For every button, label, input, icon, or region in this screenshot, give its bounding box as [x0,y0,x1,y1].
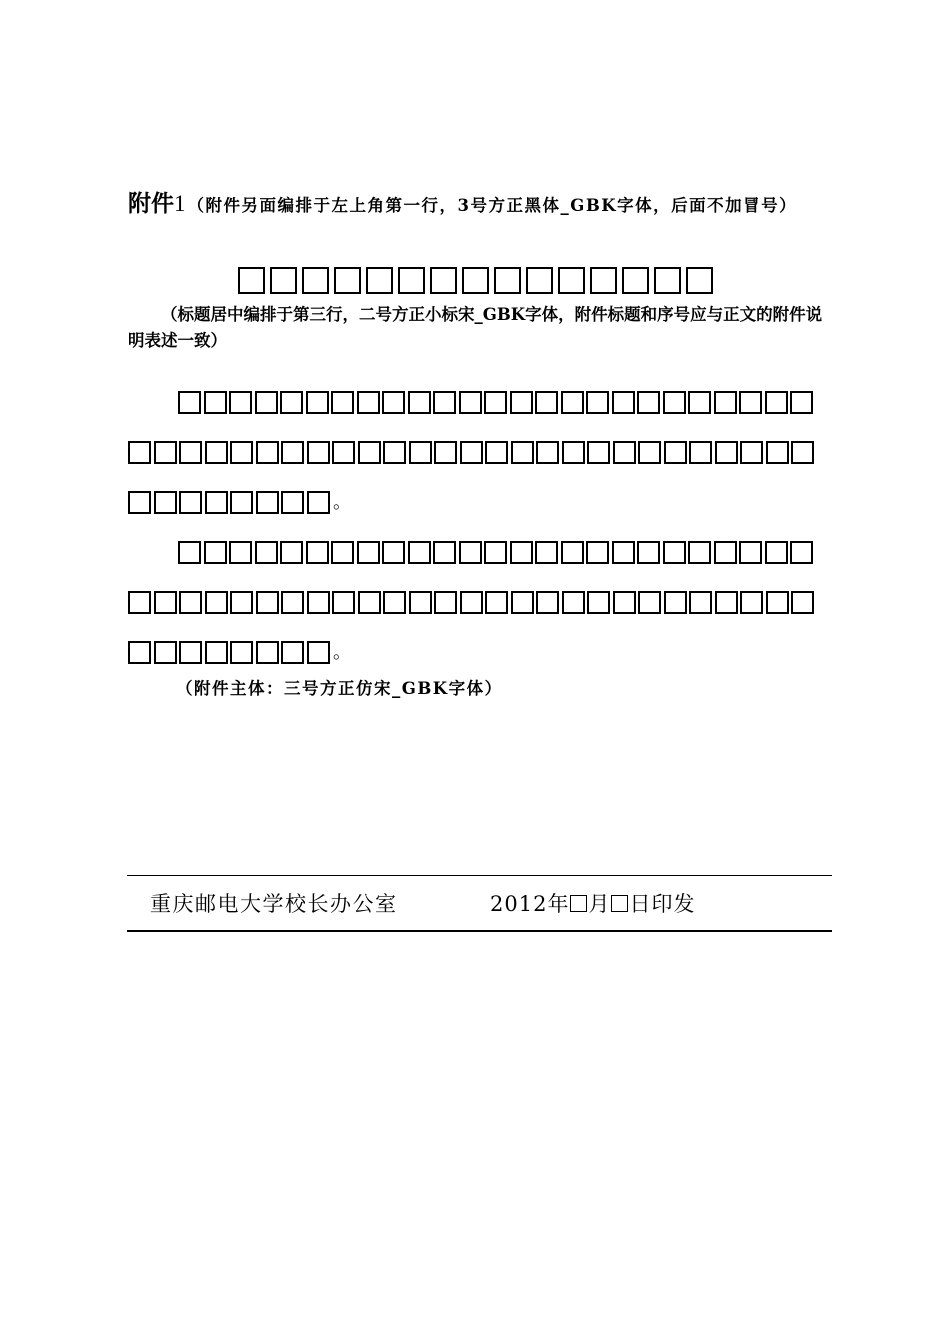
paragraph-end-mark: 。 [333,491,351,513]
title-note-text: （标题居中编排于第三行，二号方正小标宋_GBK字体，附件标题和序号应与正文的附件说明表述一致） [128,305,823,350]
glyph-box [409,591,432,614]
glyph-box [663,541,686,564]
glyph-box [434,441,457,464]
body-format-note: （附件主体：三号方正仿宋_GBK字体） [176,679,503,698]
glyph-box [307,441,330,464]
glyph-box [562,591,585,614]
glyph-box [358,591,381,614]
glyph-box [256,641,279,664]
glyph-box [179,441,202,464]
glyph-box [714,541,737,564]
glyph-box [307,591,330,614]
glyph-box [460,591,483,614]
glyph-box [154,491,177,514]
title-glyph-box [334,267,361,294]
glyph-box [484,541,507,564]
glyph-box [715,591,738,614]
paragraph-2-line-1 [128,537,816,567]
title-glyph-box [654,267,681,294]
title-glyph-box [270,267,297,294]
glyph-box [766,441,789,464]
glyph-box [460,441,483,464]
issuing-office: 重庆邮电大学校长办公室 [150,892,398,916]
attachment-label: 附件 [128,191,174,217]
glyph-box [485,591,508,614]
glyph-box [765,391,788,414]
glyph-box [179,641,202,664]
title-glyph-box [494,267,521,294]
glyph-box [332,441,355,464]
paragraph-1-line-1 [128,387,816,417]
issue-year: 2012 [490,892,548,916]
glyph-box [230,641,253,664]
glyph-box [383,591,406,614]
glyph-box [256,441,279,464]
glyph-box [205,641,228,664]
glyph-box [205,441,228,464]
glyph-box [485,441,508,464]
glyph-box [307,491,330,514]
footer-top-rule [127,875,832,876]
title-glyph-box [558,267,585,294]
glyph-box [281,591,304,614]
glyph-box [204,391,227,414]
glyph-box [562,441,585,464]
glyph-box [307,641,330,664]
glyph-box [332,591,355,614]
glyph-box [586,541,609,564]
glyph-box [154,441,177,464]
glyph-box [688,391,711,414]
glyph-box [739,541,762,564]
glyph-box [128,641,151,664]
glyph-box [179,491,202,514]
glyph-box [715,441,738,464]
glyph-box [790,541,813,564]
glyph-box [154,641,177,664]
title-glyph-box [398,267,425,294]
glyph-box [280,541,303,564]
glyph-box [178,541,201,564]
paragraph-end-mark: 。 [333,641,351,663]
glyph-box [230,491,253,514]
glyph-box [383,441,406,464]
glyph-box [280,391,303,414]
year-suffix: 年 [547,892,570,916]
glyph-box [408,391,431,414]
glyph-box [358,441,381,464]
glyph-box [154,591,177,614]
glyph-box [561,391,584,414]
glyph-box [459,391,482,414]
glyph-box [484,391,507,414]
month-suffix: 月 [588,892,611,916]
glyph-box [766,591,789,614]
glyph-box [689,441,712,464]
glyph-box [434,591,457,614]
glyph-box [536,441,559,464]
title-placeholder [0,258,950,298]
glyph-box [536,591,559,614]
month-placeholder [570,895,587,912]
glyph-box [510,541,533,564]
title-glyph-box [622,267,649,294]
glyph-box [256,491,279,514]
glyph-box [688,541,711,564]
paragraph-1-line-3 [128,487,351,517]
glyph-box [229,391,252,414]
title-glyph-box [526,267,553,294]
glyph-box [791,591,814,614]
paragraph-2-line-3 [128,637,351,667]
glyph-box [255,391,278,414]
title-glyph-box [366,267,393,294]
glyph-box [638,591,661,614]
glyph-box [664,591,687,614]
glyph-box [357,541,380,564]
glyph-box [128,491,151,514]
glyph-box [204,541,227,564]
glyph-box [281,641,304,664]
title-glyph-box [686,267,713,294]
glyph-box [535,391,558,414]
glyph-box [205,591,228,614]
glyph-box [586,391,609,414]
glyph-box [663,391,686,414]
glyph-box [638,441,661,464]
glyph-box [128,441,151,464]
glyph-box [740,441,763,464]
glyph-box [613,441,636,464]
paragraph-2-line-2 [128,587,817,617]
glyph-box [664,441,687,464]
glyph-box [382,541,405,564]
glyph-box [459,541,482,564]
glyph-box [587,441,610,464]
glyph-box [612,541,635,564]
title-format-note [128,302,834,354]
title-glyph-box [430,267,457,294]
glyph-box [229,541,252,564]
glyph-box [306,391,329,414]
day-suffix: 日印发 [629,892,696,916]
glyph-box [205,491,228,514]
glyph-box [128,591,151,614]
glyph-box [612,391,635,414]
attachment-heading [128,186,797,222]
glyph-box [637,541,660,564]
glyph-box [714,391,737,414]
glyph-box [281,441,304,464]
glyph-box [306,541,329,564]
glyph-box [179,591,202,614]
title-glyph-box [302,267,329,294]
glyph-box [790,391,813,414]
glyph-box [637,391,660,414]
glyph-box [433,541,456,564]
glyph-box [331,391,354,414]
glyph-box [510,391,533,414]
glyph-box [255,541,278,564]
day-placeholder [611,895,628,912]
attachment-number: 1 [174,191,186,216]
glyph-box [230,441,253,464]
glyph-box [587,591,610,614]
glyph-box [561,541,584,564]
glyph-box [791,441,814,464]
glyph-box [281,491,304,514]
glyph-box [433,391,456,414]
paragraph-1-line-2 [128,437,817,467]
glyph-box [230,591,253,614]
attachment-format-note: （附件另面编排于左上角第一行，3号方正黑体_GBK字体，后面不加冒号） [187,196,798,215]
glyph-box [409,441,432,464]
glyph-box [408,541,431,564]
glyph-box [357,391,380,414]
footer-bottom-rule [127,930,832,932]
glyph-box [689,591,712,614]
title-glyph-box [462,267,489,294]
glyph-box [256,591,279,614]
glyph-box [740,591,763,614]
issue-date [490,888,695,920]
title-glyph-box [238,267,265,294]
glyph-box [382,391,405,414]
glyph-box [739,391,762,414]
glyph-box [613,591,636,614]
glyph-box [178,391,201,414]
title-glyph-box [590,267,617,294]
glyph-box [331,541,354,564]
glyph-box [535,541,558,564]
glyph-box [511,441,534,464]
glyph-box [765,541,788,564]
glyph-box [511,591,534,614]
